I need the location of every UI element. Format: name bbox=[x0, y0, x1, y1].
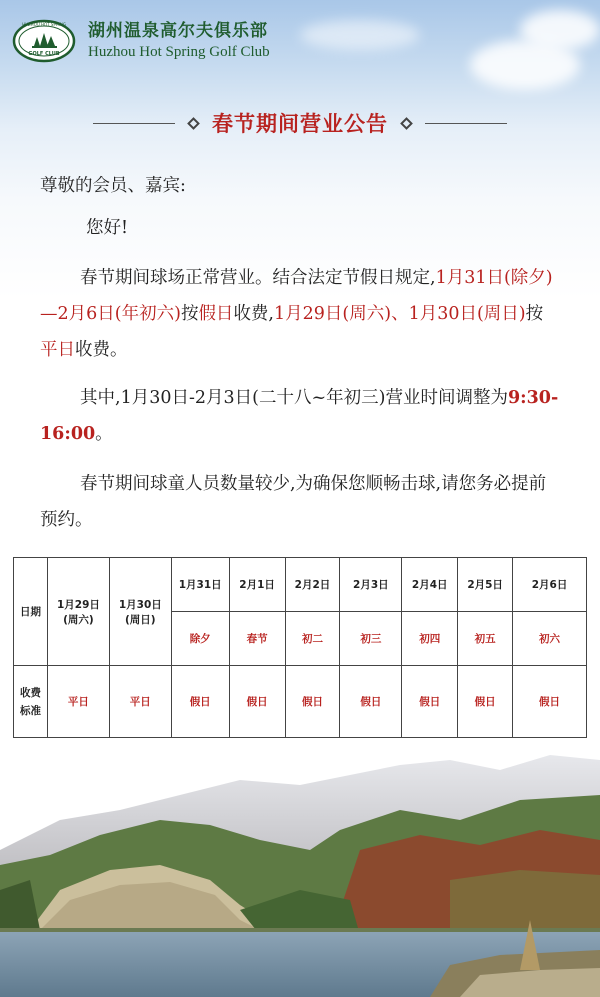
date-cell: 1月31日 bbox=[171, 558, 229, 612]
date-cell: 2月5日 bbox=[458, 558, 513, 612]
fee-header bbox=[14, 666, 48, 738]
holiday-name-cell: 初六 bbox=[513, 612, 587, 666]
date-cell: 2月4日 bbox=[402, 558, 458, 612]
holiday-name-cell: 初二 bbox=[285, 612, 340, 666]
greeting: 尊敬的会员、嘉宾: bbox=[40, 176, 186, 196]
cloud bbox=[300, 20, 420, 50]
p2-text: 。 bbox=[95, 424, 113, 444]
fee-cell: 假日 bbox=[340, 666, 402, 738]
date-header: 日期 bbox=[14, 558, 48, 666]
holiday-name-cell: 除夕 bbox=[171, 612, 229, 666]
club-logo bbox=[12, 19, 76, 63]
fee-label: 收费标准 bbox=[19, 686, 41, 717]
divider-line bbox=[93, 123, 175, 124]
date-cell: 2月1日 bbox=[229, 558, 285, 612]
holiday-name-cell: 春节 bbox=[229, 612, 285, 666]
logo-text-bottom: GOLF CLUB bbox=[28, 51, 60, 57]
fee-cell: 假日 bbox=[513, 666, 587, 738]
diamond-icon bbox=[187, 117, 200, 130]
date-cell: 2月2日 bbox=[285, 558, 340, 612]
cloud bbox=[520, 10, 600, 50]
date-cell: 2月3日 bbox=[340, 558, 402, 612]
weekday-rate-label: 平日 bbox=[40, 340, 75, 360]
diamond-icon bbox=[400, 117, 413, 130]
date-cell bbox=[47, 558, 109, 666]
fee-cell: 平日 bbox=[109, 666, 171, 738]
p1-text: 收费, bbox=[233, 304, 275, 324]
club-name-en: Huzhou Hot Spring Golf Club bbox=[88, 44, 270, 60]
fee-cell: 假日 bbox=[171, 666, 229, 738]
hello: 您好! bbox=[86, 218, 129, 238]
weekday-text: (周日) bbox=[125, 613, 156, 626]
date-cell bbox=[109, 558, 171, 666]
divider-line bbox=[425, 123, 507, 124]
notice-title-row bbox=[0, 108, 600, 138]
fee-cell: 假日 bbox=[229, 666, 285, 738]
paragraph-business-hours bbox=[40, 260, 560, 368]
fee-cell: 假日 bbox=[285, 666, 340, 738]
p1-text: 按 bbox=[525, 304, 544, 324]
paragraph-hours-adjust bbox=[40, 380, 560, 452]
paragraph-reservation: 春节期间球童人员数量较少,为确保您顺畅击球,请您务必提前预约。 bbox=[40, 474, 547, 530]
holiday-name-cell: 初三 bbox=[340, 612, 402, 666]
club-name-cn: 湖州温泉高尔夫俱乐部 bbox=[88, 21, 268, 41]
p1-text: 按 bbox=[180, 304, 199, 324]
date-text: 1月30日 bbox=[118, 598, 162, 611]
p2-text: 其中,1月30日-2月3日(二十八~年初三)营业时间调整为 bbox=[80, 388, 508, 408]
p1-text: 春节期间球场正常营业。结合法定节假日规定, bbox=[80, 268, 436, 288]
weekday-text: (周六) bbox=[63, 613, 94, 626]
holiday-range: 1月31日(除夕)—2月6日(年初六) bbox=[40, 268, 553, 324]
fee-schedule-table bbox=[13, 557, 587, 738]
fee-cell: 平日 bbox=[47, 666, 109, 738]
logo-text-top: HUZHOU HOT SPRING bbox=[22, 22, 66, 27]
weekday-range: 1月29日(周六)、1月30日(周日) bbox=[274, 304, 526, 324]
holiday-rate-label: 假日 bbox=[198, 304, 234, 324]
fee-cell: 假日 bbox=[458, 666, 513, 738]
date-cell: 2月6日 bbox=[513, 558, 587, 612]
holiday-name-cell: 初四 bbox=[402, 612, 458, 666]
opening-hours: 9:30-16:00 bbox=[40, 388, 559, 444]
mountain-lake-scenery bbox=[0, 740, 600, 997]
p1-text: 收费。 bbox=[75, 340, 128, 360]
holiday-name-cell: 初五 bbox=[458, 612, 513, 666]
club-header bbox=[12, 14, 270, 68]
fee-cell: 假日 bbox=[402, 666, 458, 738]
notice-title: 春节期间营业公告 bbox=[212, 112, 388, 136]
date-text: 1月29日 bbox=[56, 598, 100, 611]
